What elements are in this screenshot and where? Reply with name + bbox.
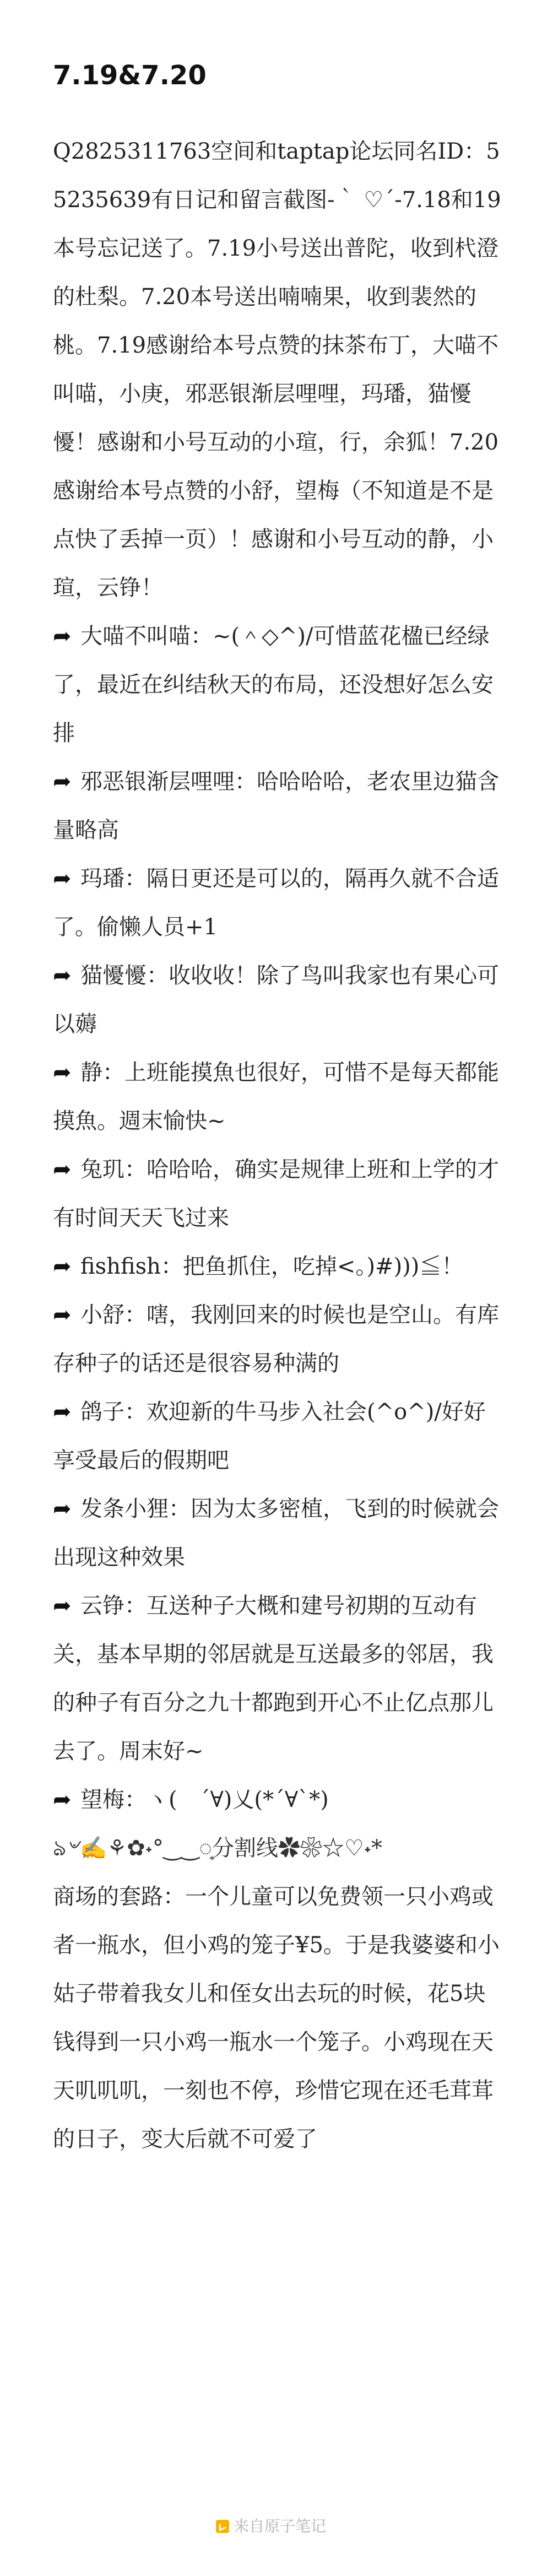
notes-app-logo-icon [216,2520,229,2533]
reply-item [53,1291,507,1388]
reply-text: 大喵不叫喵：~(＾◇^)/可惜蓝花楹已经绿了，最近在纠结秋天的布局，还没想好怎么安排 [53,624,494,746]
reply-item [53,1776,507,1824]
reply-arrow-icon: ➦ [53,1787,72,1812]
reply-text: 小舒：嗐，我刚回来的时候也是空山。有库存种子的话还是很容易种满的 [53,1302,499,1376]
reply-item [53,854,507,951]
closing-paragraph: 商场的套路：一个儿童可以免费领一只小鸡或者一瓶水，但小鸡的笼子¥5。于是我婆婆和小姑子带着我女儿和侄女出去玩的时候，花5块钱得到一只小鸡一瓶水一个笼子。小鸡现在天天叽叽叽，一刻也不停，珍惜它现在还毛茸茸的日子，变大后就不可爱了 [53,1884,500,2152]
reply-text: 静：上班能摸魚也很好，可惜不是每天都能摸魚。週末愉快~ [53,1060,499,1134]
reply-arrow-icon: ➦ [53,1593,72,1619]
reply-item [53,1242,507,1291]
reply-item [53,951,507,1048]
reply-item [53,1388,507,1485]
reply-item [53,612,507,757]
footer-label: 来自原子笔记 [233,2517,326,2535]
reply-item [53,757,507,854]
intro-paragraph: Q2825311763空间和taptap论坛同名ID：55235639有日记和留言截图-｀ ♡´-7.18和19本号忘记送了。7.19小号送出普陀，收到杙澄的杜梨。7.20本号送出喃喃果，收到裴然的桃。7.19感谢给本号点赞的抹茶布丁，大喵不叫喵，小庚，邪恶银渐层哩哩，玛璠，猫懮懮！感谢和小号互动的小瑄，行，余狐！7.20感谢给本号点赞的小舒，望梅（不知道是不是点快了丢掉一页）！感谢和小号互动的静，小瑄，云铮！ [53,139,501,600]
reply-text: 发条小狸：因为太多密植，飞到的时候就会出现这种效果 [53,1496,499,1570]
reply-arrow-icon: ➦ [53,866,72,891]
reply-arrow-icon: ➦ [53,769,72,794]
reply-arrow-icon: ➦ [53,1254,72,1279]
reply-arrow-icon: ➦ [53,1399,72,1425]
section-divider: ঌ৺✍⚘✿˖°‿‿◌͙分割线✿❀☆♡˖* [53,1836,382,1861]
reply-text: 猫懮懮：收收收！除了鸟叫我家也有果心可以薅 [53,963,499,1037]
reply-list [53,612,507,1824]
reply-arrow-icon: ➦ [53,1302,72,1328]
reply-item [53,1485,507,1582]
reply-arrow-icon: ➦ [53,1060,72,1085]
note-title: 7.19&7.20 [53,60,207,91]
reply-arrow-icon: ➦ [53,624,72,649]
reply-text: 玛璠：隔日更还是可以的，隔再久就不合适了。偷懒人员+1 [53,866,499,940]
reply-text: 邪恶银渐层哩哩：哈哈哈哈，老农里边猫含量略高 [53,769,499,843]
reply-text: 望梅：ヽ( ´∀)乂(*´∀`*) [80,1787,329,1812]
reply-text: 鸽子：欢迎新的牛马步入社会(^o^)/好好享受最后的假期吧 [53,1399,486,1473]
reply-text: 兔玑：哈哈哈，确实是规律上班和上学的才有时间天天飞过来 [53,1157,499,1231]
footer [0,2515,542,2537]
reply-item [53,1582,507,1776]
reply-text: fishfish：把鱼抓住，吃掉<。)#)))≦！ [80,1254,464,1279]
reply-item [53,1145,507,1242]
reply-text: 云铮：互送种子大概和建号初期的互动有关，基本早期的邻居就是互送最多的邻居，我的种子有百分之九十都跑到开心不止亿点那儿去了。周末好~ [53,1593,494,1764]
reply-arrow-icon: ➦ [53,1157,72,1182]
reply-arrow-icon: ➦ [53,1496,72,1522]
reply-arrow-icon: ➦ [53,963,72,988]
reply-item [53,1048,507,1145]
